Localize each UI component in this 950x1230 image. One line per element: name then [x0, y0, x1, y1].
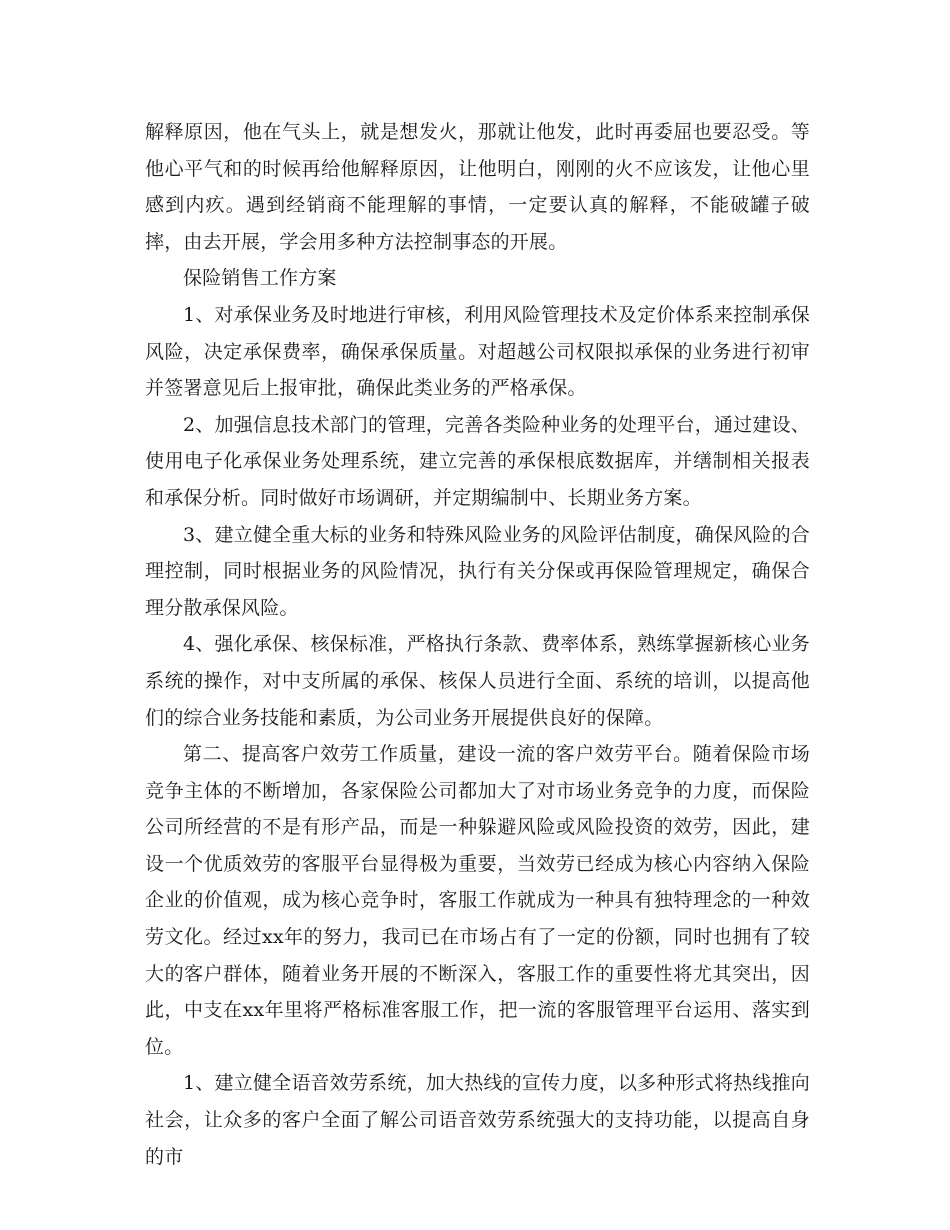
paragraph-item-3: 3、建立健全重大标的业务和特殊风险业务的风险评估制度，确保风险的合理控制，同时根据业务的风险情况，执行有关分保或再保险管理规定，确保合理分散承保风险。	[145, 523, 810, 619]
paragraph-section-two: 第二、提高客户效劳工作质量，建设一流的客户效劳平台。随着保险市场竞争主体的不断增加，各家保险公司都加大了对市场业务竞争的力度，而保险公司所经营的不是有形产品，而是一种躲避风险或风险投资的效劳，因此，建设一个优质效劳的客服平台显得极为重要，当效劳已经成为核心内容纳入保险企业的价值观，成为核心竞争时，客服工作就成为一种具有独特理念的一种效劳文化。经过xx年的努力，我司已在市场占有了一定的份额，同时也拥有了较大的客户群体，随着业务开展的不断深入，客服工作的重要性将尤其突出，因此，中支在xx年里将严格标准客服工作，把一流的客服管理平台运用、落实到位。	[145, 743, 810, 1058]
document-body	[145, 114, 810, 1175]
paragraph-item-2: 2、加强信息技术部门的管理，完善各类险种业务的处理平台，通过建设、使用电子化承保业务处理系统，建立完善的承保根底数据库，并缮制相关报表和承保分析。同时做好市场调研，并定期编制中、长期业务方案。	[145, 413, 810, 509]
paragraph-item-4: 4、强化承保、核保标准，严格执行条款、费率体系，熟练掌握新核心业务系统的操作，对中支所属的承保、核保人员进行全面、系统的培训，以提高他们的综合业务技能和素质，为公司业务开展提供良好的保障。	[145, 633, 810, 729]
paragraph-item-1: 1、对承保业务及时地进行审核，利用风险管理技术及定价体系来控制承保风险，决定承保费率，确保承保质量。对超越公司权限拟承保的业务进行初审并签署意见后上报审批，确保此类业务的严格承保。	[145, 303, 810, 400]
section-heading-insurance-sales-plan: 保险销售工作方案	[183, 267, 337, 290]
paragraph-subitem-1: 1、建立健全语音效劳系统，加大热线的宣传力度，以多种形式将热线推向社会，让众多的客户全面了解公司语音效劳系统强大的支持功能，以提高自身的市	[145, 1072, 810, 1168]
paragraph-1: 解释原因，他在气头上，就是想发火，那就让他发，此时再委屈也要忍受。等他心平气和的时候再给他解释原因，让他明白，刚刚的火不应该发，让他心里感到内疚。遇到经销商不能理解的事情，一定要认真的解释，不能破罐子破摔，由去开展，学会用多种方法控制事态的开展。	[145, 121, 810, 253]
